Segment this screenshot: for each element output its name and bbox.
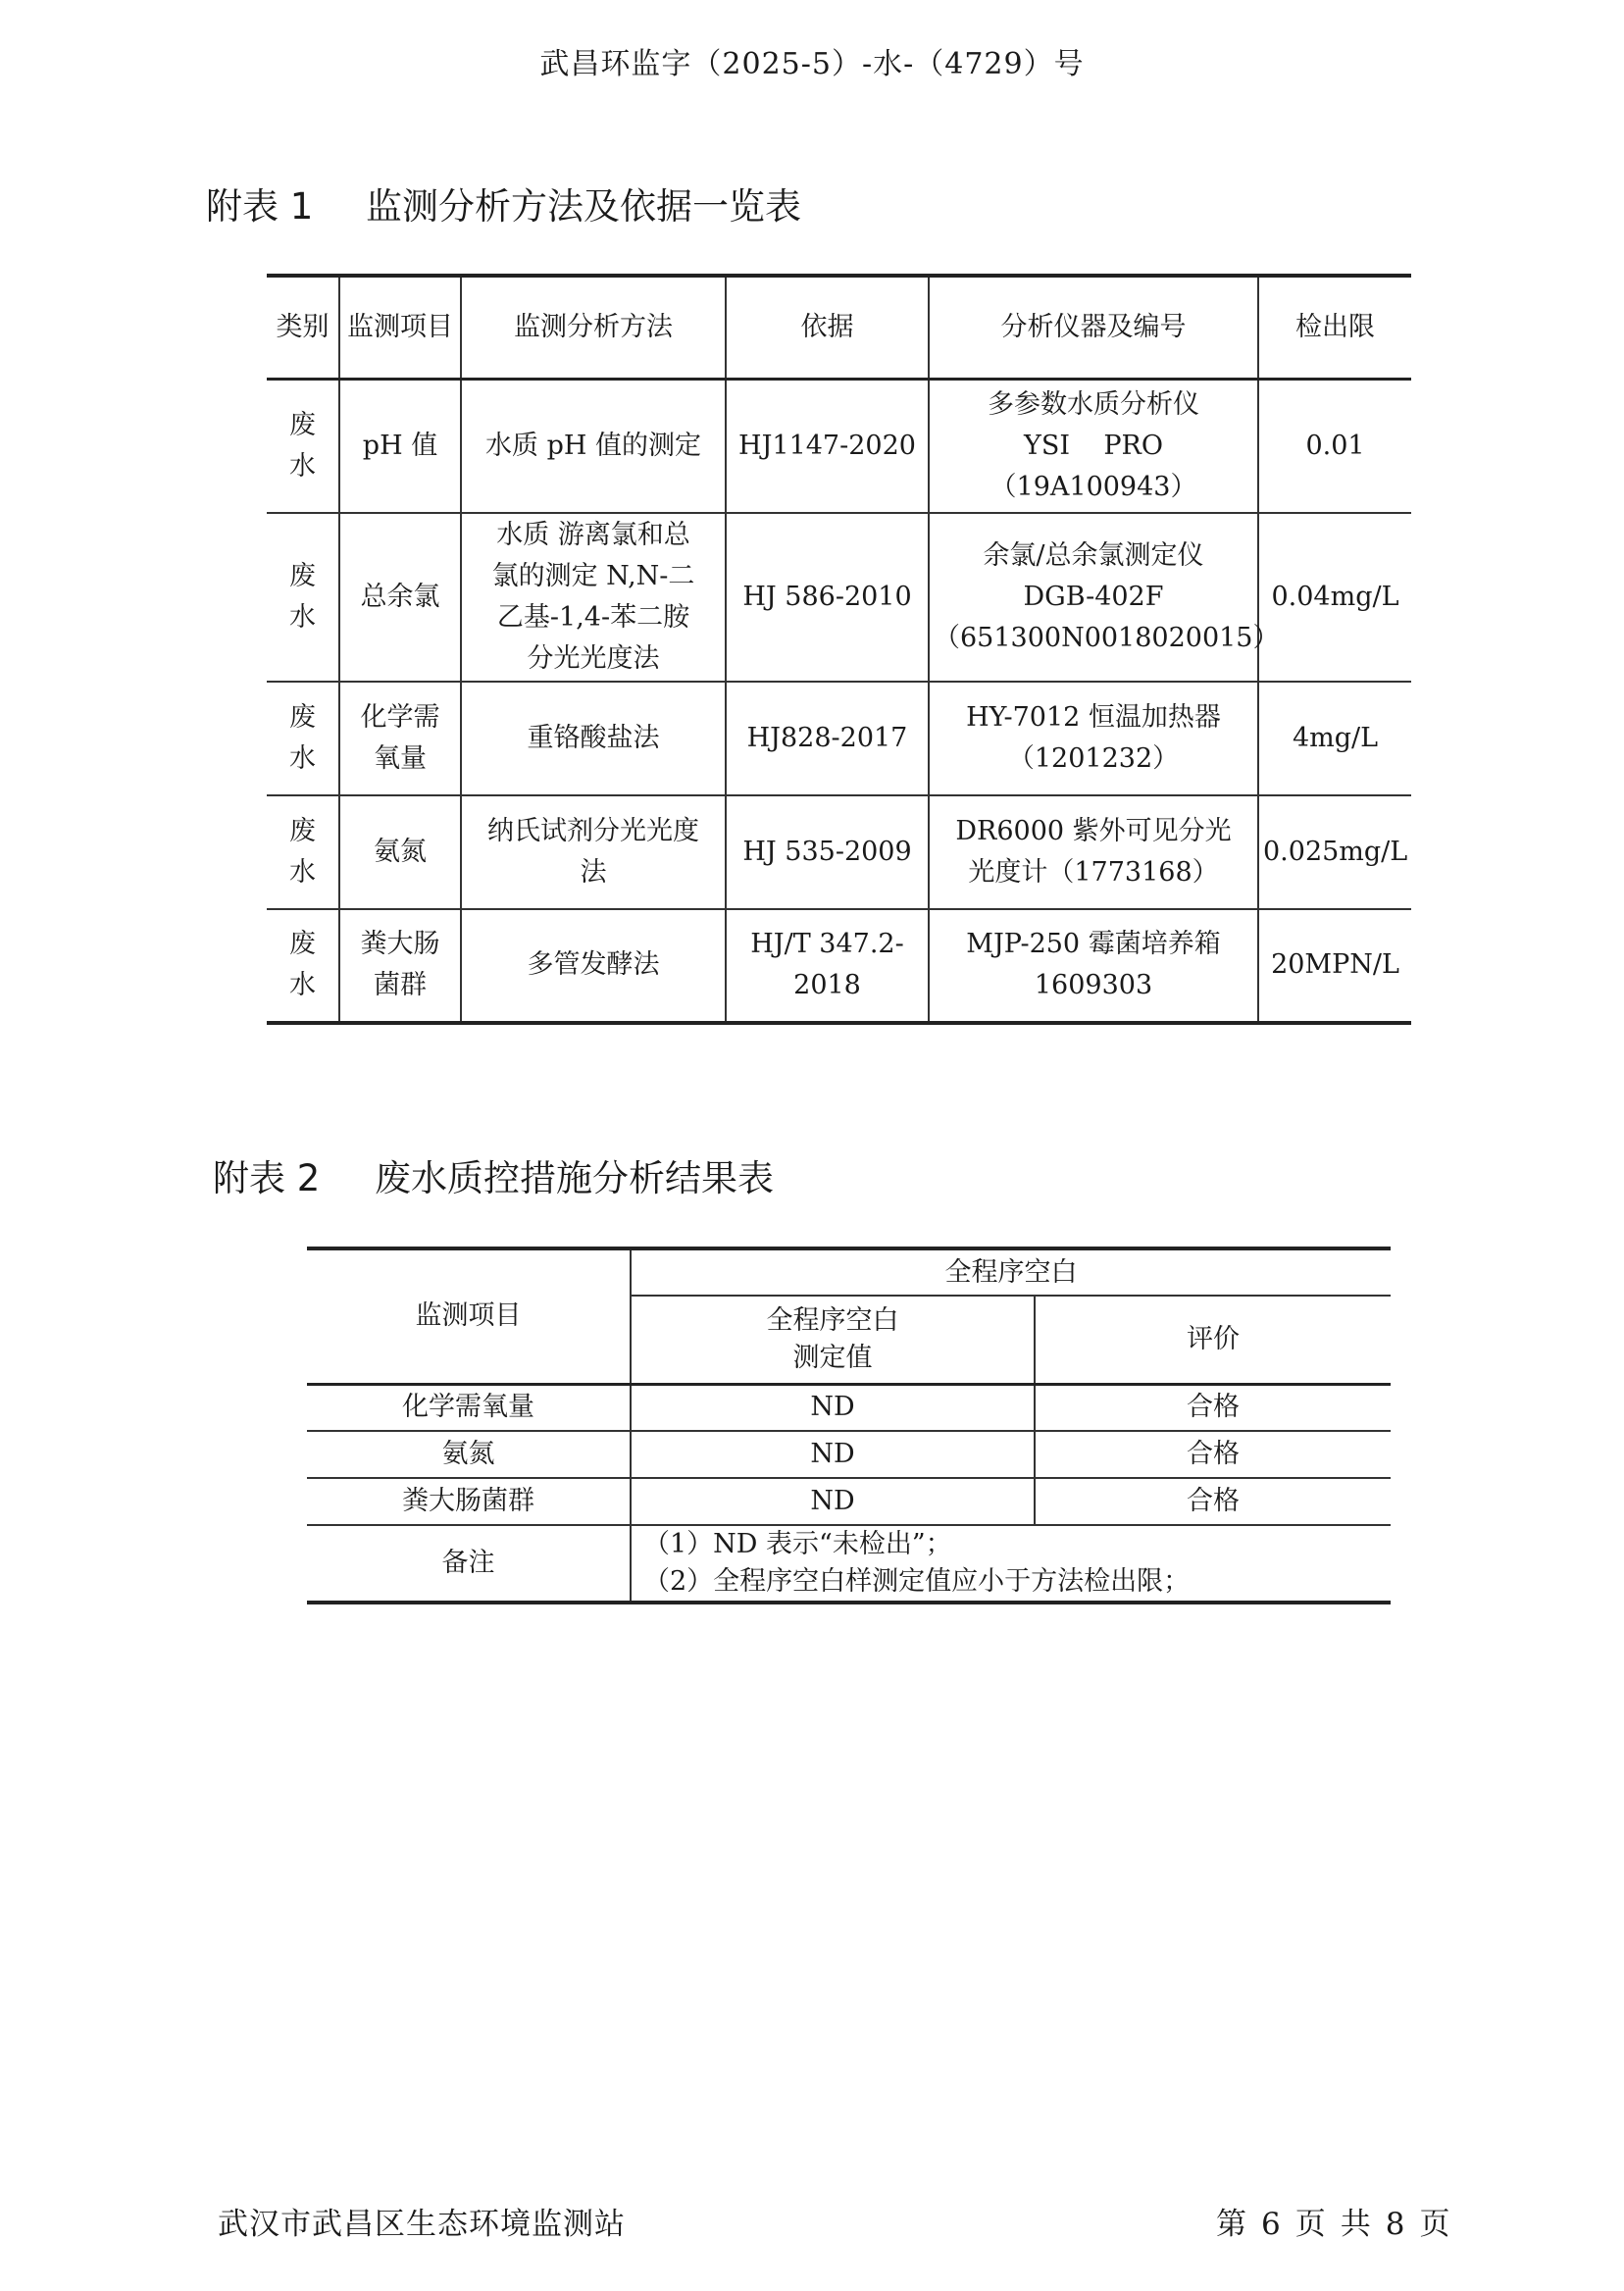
table-row	[267, 682, 1411, 795]
head-group: 全程序空白	[631, 1248, 1391, 1296]
col-header: 分析仪器及编号	[929, 276, 1258, 380]
instrument-cell: 多参数水质分析仪 YSI PRO （19A100943）	[929, 380, 1258, 513]
footer-page-number: 第 6 页 共 8 页	[1216, 2207, 1451, 2242]
basis-cell: HJ 586-2010	[726, 513, 929, 682]
item-cell: 氨氮	[339, 795, 461, 909]
col-header: 检出限	[1258, 276, 1411, 380]
table-row	[307, 1384, 1391, 1431]
limit-cell: 0.04mg/L	[1258, 513, 1411, 682]
method-cell: 水质 pH 值的测定	[461, 380, 726, 513]
item-cell: pH 值	[339, 380, 461, 513]
section1-title: 监测分析方法及依据一览表	[366, 185, 801, 228]
method-cell: 纳氏试剂分光光度 法	[461, 795, 726, 909]
qc-eval-cell: 合格	[1035, 1478, 1391, 1525]
category-cell: 废 水	[267, 795, 339, 909]
basis-cell: HJ/T 347.2- 2018	[726, 909, 929, 1023]
qc-value-cell: ND	[631, 1478, 1035, 1525]
basis-cell: HJ1147-2020	[726, 380, 929, 513]
instrument-cell: DR6000 紫外可见分光 光度计（1773168）	[929, 795, 1258, 909]
head-eval: 评价	[1035, 1296, 1391, 1384]
col-header: 监测分析方法	[461, 276, 726, 380]
qc-table	[307, 1247, 1391, 1604]
qc-eval-cell: 合格	[1035, 1431, 1391, 1478]
qc-item-cell: 氨氮	[307, 1431, 631, 1478]
qc-item-cell: 化学需氧量	[307, 1384, 631, 1431]
col-header: 依据	[726, 276, 929, 380]
method-cell: 重铬酸盐法	[461, 682, 726, 795]
limit-cell: 20MPN/L	[1258, 909, 1411, 1023]
category-cell: 废 水	[267, 909, 339, 1023]
section2-label: 附表 2	[213, 1157, 321, 1199]
remark-text: （1）ND 表示“未检出”； （2）全程序空白样测定值应小于方法检出限；	[631, 1525, 1391, 1603]
instrument-cell: 余氯/总余氯测定仪 DGB-402F （651300N0018020015）	[929, 513, 1258, 682]
qc-item-cell: 粪大肠菌群	[307, 1478, 631, 1525]
item-cell: 粪大肠 菌群	[339, 909, 461, 1023]
table-row	[267, 795, 1411, 909]
qc-table-header-group	[307, 1248, 1391, 1296]
instrument-cell: MJP-250 霉菌培养箱 1609303	[929, 909, 1258, 1023]
qc-value-cell: ND	[631, 1384, 1035, 1431]
remark-label: 备注	[307, 1525, 631, 1603]
qc-eval-cell: 合格	[1035, 1384, 1391, 1431]
footer-organization: 武汉市武昌区生态环境监测站	[218, 2207, 626, 2242]
item-cell: 化学需 氧量	[339, 682, 461, 795]
basis-cell: HJ 535-2009	[726, 795, 929, 909]
table-row	[267, 513, 1411, 682]
col-header: 监测项目	[339, 276, 461, 380]
instrument-cell: HY-7012 恒温加热器 （1201232）	[929, 682, 1258, 795]
table-row	[267, 380, 1411, 513]
section1-label: 附表 1	[206, 185, 314, 228]
head-value: 全程序空白 测定值	[631, 1296, 1035, 1384]
methods-table	[267, 274, 1411, 1025]
method-cell: 多管发酵法	[461, 909, 726, 1023]
limit-cell: 0.025mg/L	[1258, 795, 1411, 909]
table-row	[267, 909, 1411, 1023]
document-number: 武昌环监字（2025-5）-水-（4729）号	[539, 47, 1085, 81]
qc-value-cell: ND	[631, 1431, 1035, 1478]
category-cell: 废 水	[267, 513, 339, 682]
head-item: 监测项目	[415, 1300, 522, 1332]
method-cell: 水质 游离氯和总 氯的测定 N,N-二 乙基-1,4-苯二胺 分光光度法	[461, 513, 726, 682]
table-row	[307, 1431, 1391, 1478]
table-row	[307, 1478, 1391, 1525]
category-cell: 废 水	[267, 682, 339, 795]
basis-cell: HJ828-2017	[726, 682, 929, 795]
item-cell: 总余氯	[339, 513, 461, 682]
limit-cell: 4mg/L	[1258, 682, 1411, 795]
col-header: 类别	[267, 276, 339, 380]
section2-title: 废水质控措施分析结果表	[375, 1157, 774, 1199]
category-cell: 废 水	[267, 380, 339, 513]
limit-cell: 0.01	[1258, 380, 1411, 513]
methods-table-header	[267, 276, 1411, 380]
remarks-row	[307, 1525, 1391, 1603]
